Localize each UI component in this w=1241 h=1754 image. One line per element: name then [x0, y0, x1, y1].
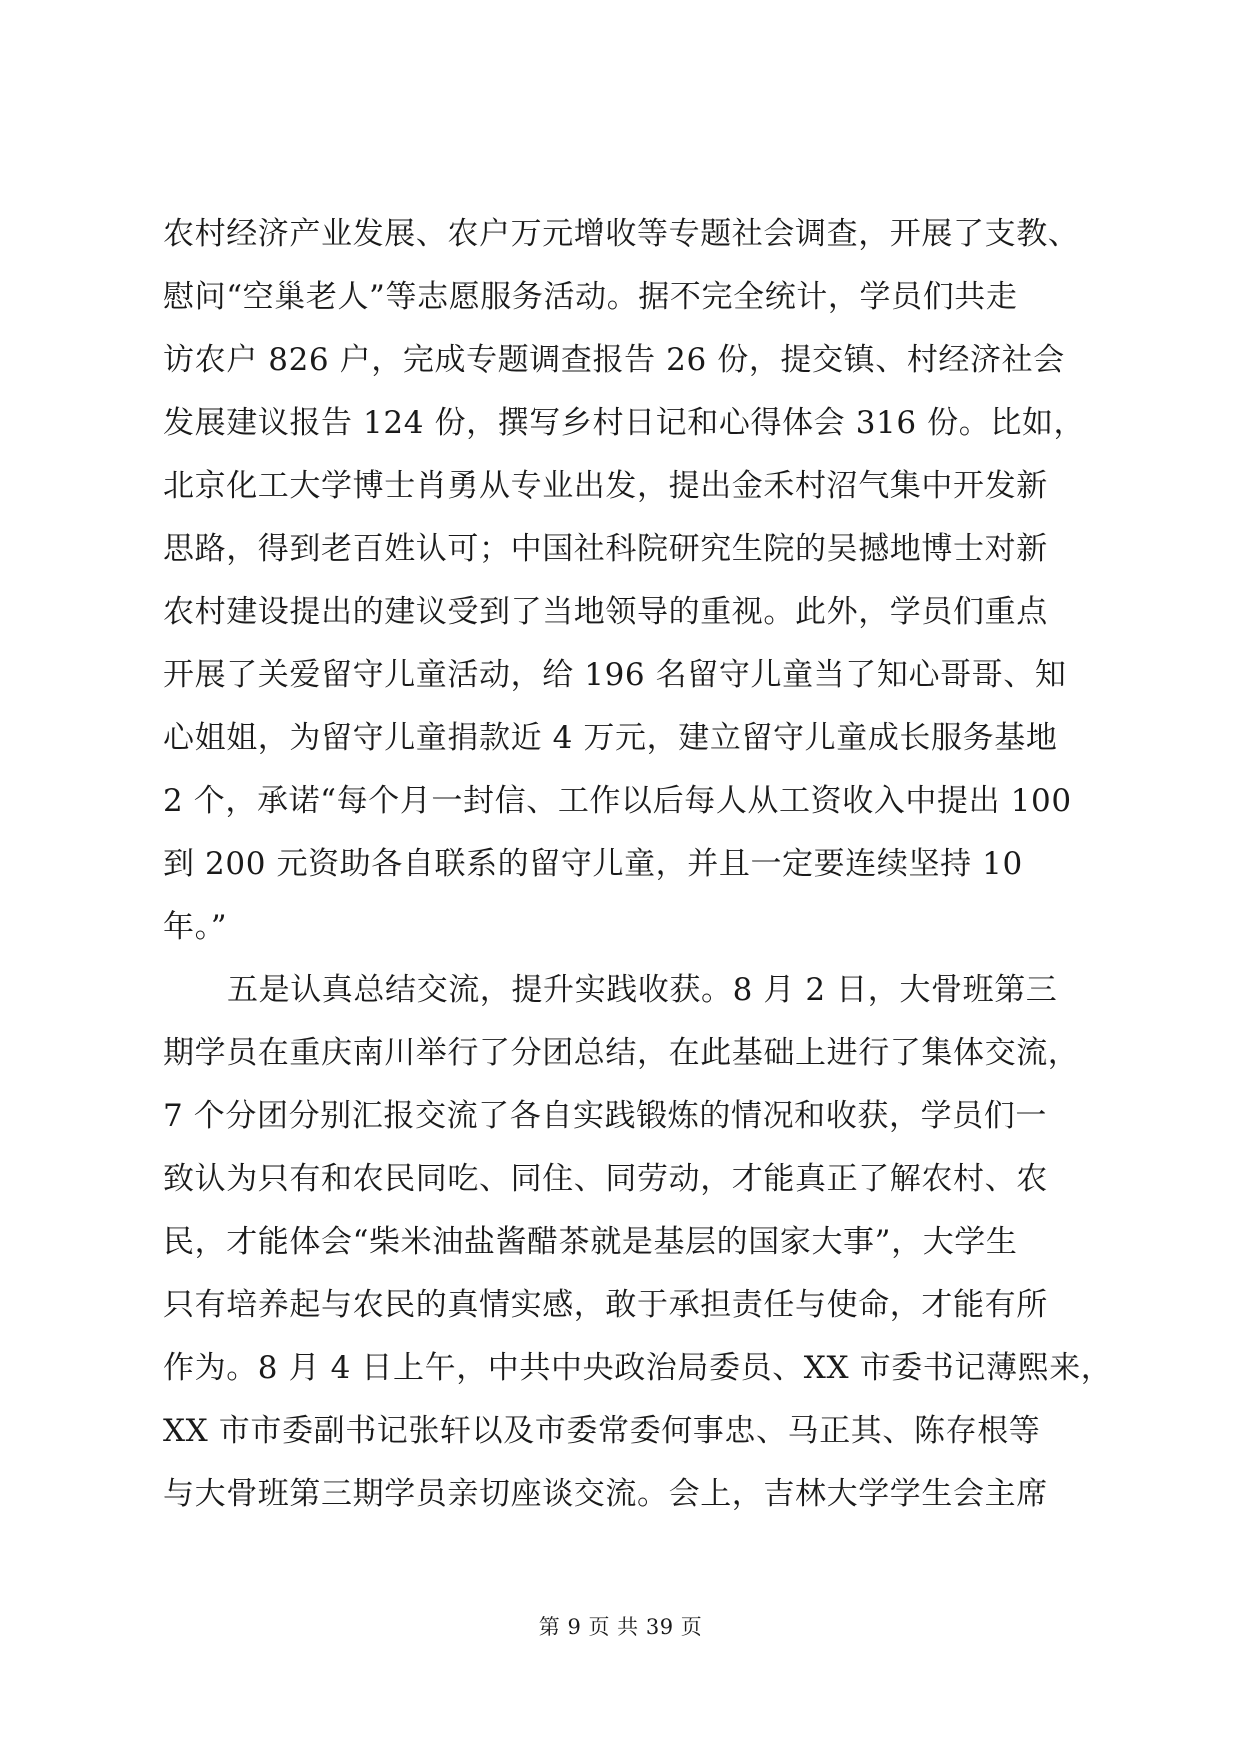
text-line: 访农户 826 户，完成专题调查报告 26 份，提交镇、村经济社会 [163, 342, 1065, 378]
text-line: 北京化工大学博士肖勇从专业出发，提出金禾村沼气集中开发新 [163, 468, 1048, 504]
text-line: 农村经济产业发展、农户万元增收等专题社会调查，开展了支教、 [163, 216, 1080, 252]
text-line: XX 市市委副书记张轩以及市委常委何事忠、马正其、陈存根等 [163, 1413, 1041, 1449]
text-line: 开展了关爱留守儿童活动，给 196 名留守儿童当了知心哥哥、知 [163, 657, 1067, 693]
document-body [163, 203, 1113, 1526]
paragraph-first-line: 五是认真总结交流，提升实践收获。8 月 2 日，大骨班第三 [227, 972, 1058, 1008]
text-line: 作为。8 月 4 日上午，中共中央政治局委员、XX 市委书记薄熙来， [163, 1350, 1113, 1386]
text-line: 年。” [163, 909, 228, 945]
text-line: 7 个分团分别汇报交流了各自实践锻炼的情况和收获，学员们一 [163, 1098, 1047, 1134]
text-line: 农村建设提出的建议受到了当地领导的重视。此外，学员们重点 [163, 594, 1048, 630]
text-line: 慰问“空巢老人”等志愿服务活动。据不完全统计，学员们共走 [163, 279, 1018, 315]
text-line: 与大骨班第三期学员亲切座谈交流。会上，吉林大学学生会主席 [163, 1476, 1048, 1512]
text-line: 发展建议报告 124 份，撰写乡村日记和心得体会 316 份。比如， [163, 405, 1086, 441]
text-line: 思路，得到老百姓认可；中国社科院研究生院的吴撼地博士对新 [163, 531, 1048, 567]
page-number-footer: 第 9 页 共 39 页 [538, 1615, 703, 1639]
text-line: 2 个，承诺“每个月一封信、工作以后每人从工资收入中提出 100 [163, 783, 1072, 819]
text-line: 只有培养起与农民的真情实感，敢于承担责任与使命，才能有所 [163, 1287, 1048, 1323]
text-line: 致认为只有和农民同吃、同住、同劳动，才能真正了解农村、农 [163, 1161, 1048, 1197]
text-line: 到 200 元资助各自联系的留守儿童，并且一定要连续坚持 10 [163, 846, 1023, 882]
text-line: 民，才能体会“柴米油盐酱醋茶就是基层的国家大事”，大学生 [163, 1224, 1018, 1260]
text-line: 心姐姐，为留守儿童捐款近 4 万元，建立留守儿童成长服务基地 [163, 720, 1058, 756]
text-line: 期学员在重庆南川举行了分团总结，在此基础上进行了集体交流， [163, 1035, 1080, 1071]
